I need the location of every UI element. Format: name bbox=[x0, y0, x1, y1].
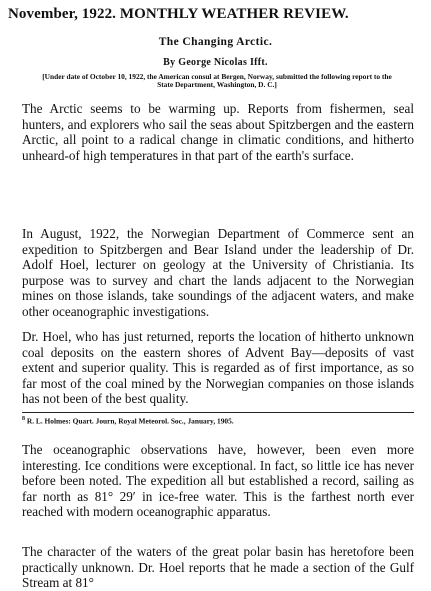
consul-note: [Under date of October 10, 1922, the American consul at Bergen, Norway, submitted the following report to the State Department, Washington, D. C.] bbox=[42, 72, 392, 89]
footnote-marker: 8 bbox=[22, 416, 25, 422]
page-header bbox=[8, 6, 428, 23]
paragraph-1: The Arctic seems to be warming up. Reports from fishermen, seal hunters, and explorers who sail the seas about Spitzbergen and the eastern Arctic, all point to a radical change in climatic conditions, and hitherto unheard-of high temperatures in that part of the earth's surface. bbox=[22, 101, 414, 163]
article-title: The Changing Arctic. bbox=[158, 36, 273, 48]
paragraph-5: The character of the waters of the great polar basin has heretofore been practically unknown. Dr. Hoel reports that he made a section of the Gulf Stream at 81° bbox=[22, 544, 414, 590]
header-publication: MONTHLY WEATHER REVIEW. bbox=[119, 6, 349, 22]
footnote bbox=[22, 416, 414, 425]
footnote-divider bbox=[22, 412, 414, 413]
paragraph-4: The oceanographic observations have, however, been even more interesting. Ice conditions were exceptional. In fact, so little ice has never before been noted. The expedition all but established a record, sailing as far north as 81° 29′ in ice-free water. This is the farthest north ever reached with modern oceanographic apparatus. bbox=[22, 442, 414, 519]
paragraph-2: In August, 1922, the Norwegian Department of Commerce sent an expedition to Spitzbergen and Bear Island under the leadership of Dr. Adolf Hoel, lecturer on geology at the University of Christiania. Its purpose was to survey and chart the lands adjacent to the Norwegian mines on those islands, take soundings of the adjacent waters, and make other oceanographic investigations. bbox=[22, 226, 414, 319]
footnote-text: R. L. Holmes: Quart. Journ, Royal Meteorol. Soc., January, 1905. bbox=[26, 416, 234, 426]
article-byline: By George Nicolas Ifft. bbox=[163, 57, 268, 68]
header-date: November, 1922. bbox=[8, 6, 117, 22]
paragraph-3: Dr. Hoel, who has just returned, reports the location of hitherto unknown coal deposits on the eastern shores of Advent Bay—deposits of vast extent and superior quality. This is regarded as of first importance, as so far most of the coal mined by the Norwegian companies on those islands has not been of the best quality. bbox=[22, 329, 414, 406]
